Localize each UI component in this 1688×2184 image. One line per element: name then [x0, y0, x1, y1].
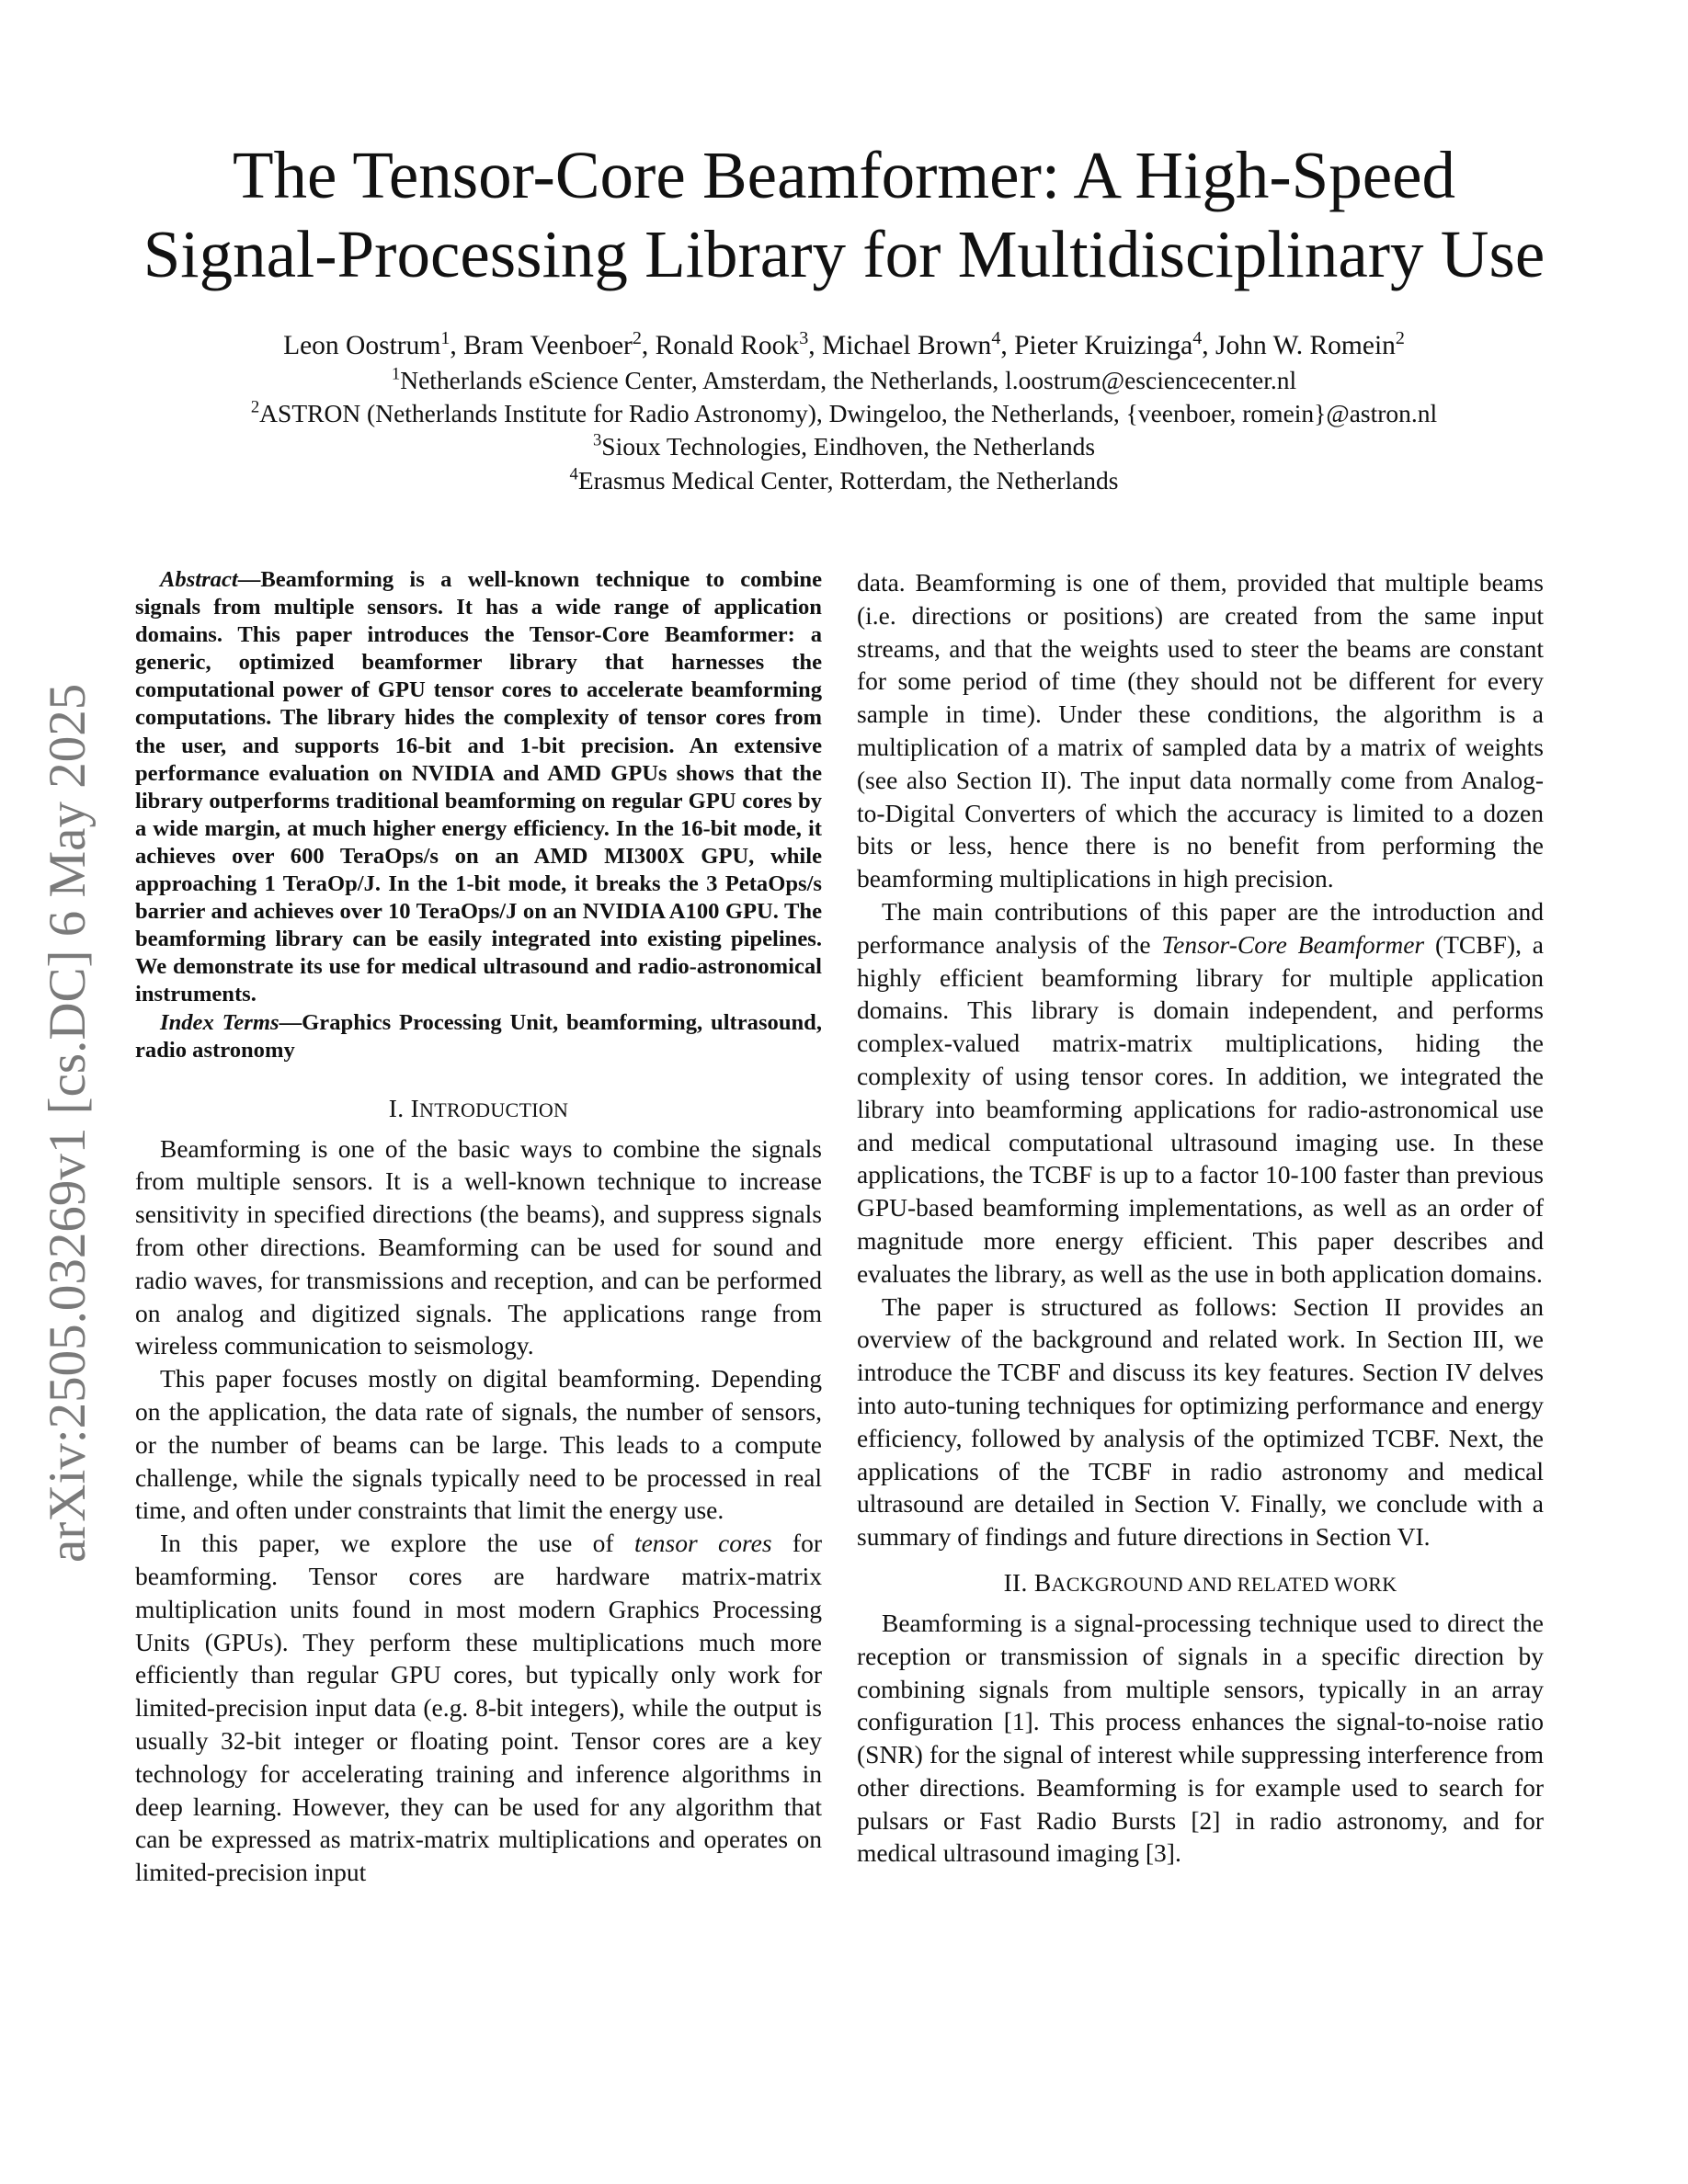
author: Michael Brown$^4$ [821, 327, 1001, 360]
author: Bram Veenboer$^2$ [463, 327, 642, 360]
introduction-body [135, 1132, 822, 1889]
author: Leon Oostrum$^1$ [283, 327, 451, 360]
section-heading-introduction: I. INTRODUCTION [388, 1093, 569, 1122]
introduction-body-continued [857, 566, 1544, 1553]
author: Pieter Kruizinga$^4$ [1014, 327, 1203, 360]
affiliation-4: $^4$Erasmus Medical Center, Rotterdam, the Netherlands [569, 464, 1119, 495]
paper-title [92, 136, 1596, 294]
paragraph: Beamforming is one of the basic ways to combine the signals from multiple sensors. It is a well-known technique to increase sensitivity in specified directions (the beams), and suppress signals from other directions. Beamforming can be used for sound and radio waves, for transmissions and reception, and can be performed on analog and digitized signals. The applications range from wireless communication to seismology. [135, 1133, 822, 1360]
author-list: Leon Oostrum$^1$, Bram Veenboer$^2$, Ronald Rook$^3$, Michael Brown$^4$, Pieter Kruizinga$^4$, John W. Romein$^2$ [283, 327, 1405, 360]
title-line-2: Signal-Processing Library for Multidisciplinary Use [143, 217, 1545, 291]
background-body [857, 1607, 1544, 1870]
affiliation-2: $^2$ASTRON (Netherlands Institute for Radio Astronomy), Dwingeloo, the Netherlands, {veenboer, romein}@astron.nl [250, 397, 1438, 427]
paragraph: data. Beamforming is one of them, provided that multiple beams (i.e. directions or positions) are created from the same input streams, and that the weights used to steer the beams are constant for some period of time (they should not be different for every sample in time). Under these conditions, the algorithm is a multiplication of a matrix of sampled data by a matrix of weights (see also Section II). The input data normally come from Analog-to-Digital Converters of which the accuracy is limited to a dozen bits or less, hence there is no benefit from performing the beamforming multiplications in high precision. [857, 568, 1544, 893]
right-column [857, 566, 1544, 1870]
abstract [135, 566, 822, 1064]
author: John W. Romein$^2$ [1215, 327, 1405, 360]
author: Ronald Rook$^3$ [655, 327, 809, 360]
affiliation-3: $^3$Sioux Technologies, Eindhoven, the Netherlands [592, 430, 1096, 461]
paragraph: This paper focuses mostly on digital beamforming. Depending on the application, the data rate of signals, the number of sensors, or the number of beams can be large. This leads to a compute challenge, while the signals typically need to be processed in real time, and often under constraints that limit the energy use. [135, 1364, 822, 1525]
paragraph: Beamforming is a signal-processing technique used to direct the reception or transmission of signals in a specific direction by combining signals from multiple sensors, typically in an array configuration [1]. This process enhances the signal-to-noise ratio (SNR) for the signal of interest while suppressing interference from other directions. Beamforming is for example used to search for pulsars or Fast Radio Bursts [2] in radio astronomy, and for medical ultrasound imaging [3]. [857, 1608, 1544, 1868]
affiliation-1: $^1$Netherlands eScience Center, Amsterdam, the Netherlands, l.oostrum@esciencecenter.nl [391, 364, 1297, 394]
paragraph: The main contributions of this paper are the introduction and performance analysis of the Tensor-Core Beamformer (TCBF), a highly efficient beamforming library for multiple application domains. This library is domain independent, and performs complex-valued matrix-matrix multiplications, hiding the complexity of using tensor cores. In addition, we integrated the library into beamforming applications for radio-astronomical use and medical computational ultrasound imaging use. In these applications, the TCBF is up to a factor 10-100 faster than previous GPU-based beamforming implementations, as well as an order of magnitude more energy efficient. This paper describes and evaluates the library, as well as the use in both application domains. [857, 896, 1544, 1288]
index-terms: Index Terms—Graphics Processing Unit, beamforming, ultrasound, radio astronomy [135, 1009, 823, 1063]
section-heading-background: II. BACKGROUND AND RELATED WORK [1003, 1567, 1397, 1597]
paragraph: In this paper, we explore the use of tensor cores for beamforming. Tensor cores are hardware matrix-matrix multiplication units found in most modern Graphics Processing Units (GPUs). They perform these multiplications much more efficiently than regular GPU cores, but typically only work for limited-precision input data (e.g. 8-bit integers), while the output is usually 32-bit integer or floating point. Tensor cores are a key technology for accelerating training and inference algorithms in deep learning. However, they can be used for any algorithm that can be expressed as matrix-matrix multiplications and operates on limited-precision input [135, 1529, 822, 1887]
left-column [135, 566, 822, 1889]
abstract-text: Abstract—Beamforming is a well-known technique to combine signals from multiple sensors. It has a wide range of application domains. This paper introduces the Tensor-Core Beamformer: a generic, optimized beamformer library that harnesses the computational power of GPU tensor cores to accelerate beamforming computations. The library hides the complexity of tensor cores from the user, and supports 16-bit and 1-bit precision. An extensive performance evaluation on NVIDIA and AMD GPUs shows that the library outperforms traditional beamforming on regular GPU cores by a wide margin, at much higher energy efficiency. In the 16-bit mode, it achieves over 600 TeraOps/s on an AMD MI300X GPU, while approaching 1 TeraOp/J. In the 1-bit mode, it breaks the 3 PetaOps/s barrier and achieves over 10 TeraOps/J on an NVIDIA A100 GPU. The beamforming library can be easily integrated into existing pipelines. We demonstrate its use for medical ultrasound and radio-astronomical instruments. [135, 567, 822, 1007]
title-line-1: The Tensor-Core Beamformer: A High-Speed [232, 138, 1456, 212]
arxiv-identifier[interactable]: arXiv:2505.03269v1 [cs.DC] 6 May 2025 [39, 683, 97, 1563]
paragraph: The paper is structured as follows: Section II provides an overview of the background and related work. In Section III, we introduce the TCBF and discuss its key features. Section IV delves into auto-tuning techniques for optimizing performance and energy efficiency, followed by analysis of the optimized TCBF. Next, the applications of the TCBF in radio astronomy and medical ultrasound are detailed in Section V. Finally, we conclude with a summary of findings and future directions in Section VI. [857, 1291, 1544, 1552]
